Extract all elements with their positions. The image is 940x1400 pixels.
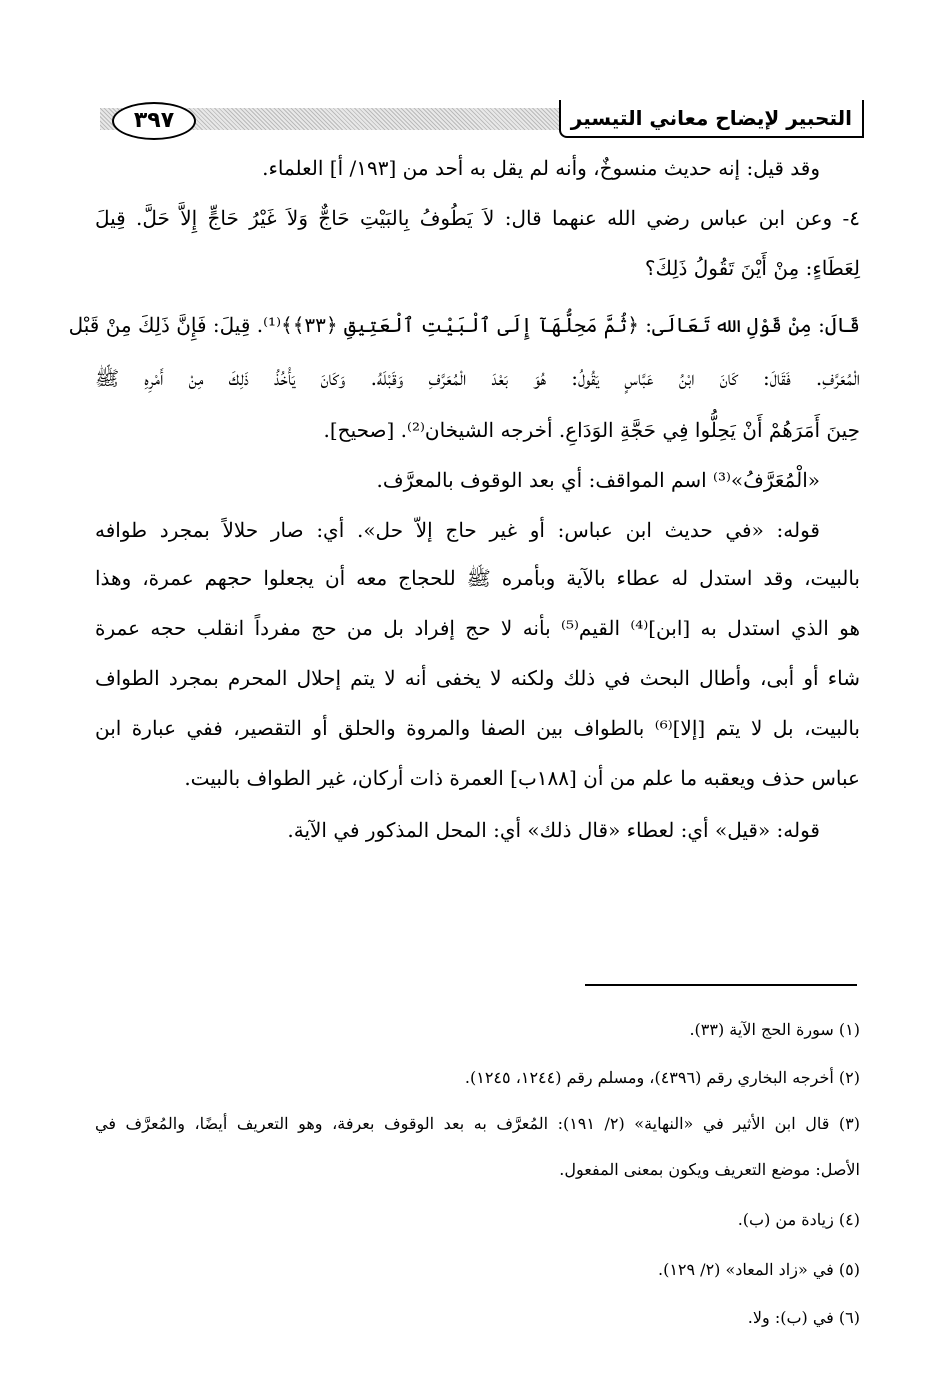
footnote: الأصل: موضع التعريف ويكون بمعنى المفعول. (559, 1160, 860, 1179)
body-line: بالبيت، وقد استدل له عطاء بالآية وبأمره ﷺ للحجاج معه أن يجعلوا حجهم عمرة، وهذا (95, 566, 860, 590)
body-line: قوله: «في حديث ابن عباس: أو غير حاج إلاّ حل». أي: صار حلالاً بمجرد طوافه (95, 518, 820, 542)
footnote: (٥) في «زاد المعاد» (٢/ ١٢٩). (657, 1260, 860, 1279)
footnote: (٤) زيادة من (ب). (737, 1210, 860, 1229)
footnote-separator (585, 984, 857, 986)
body-line: الْمُعَرَّفِ. فَقَالَ: كَانَ ابْنُ عَبَّاسٍ يَقُولُ: هُوَ بَعْدَ الْمُعَرَّفِ وَقَبْلَهُ. وَكَانَ يَأْخُذُ ذَلِكَ مِنْ أَمْرِهِ ﷺ (95, 366, 860, 390)
footnote: (٣) قال ابن الأثير في «النهاية» (٢/ ١٩١): المُعرَّف به بعد الوقوف بعرفة، وهو التعريف أيضًا، والمُعرَّف في (95, 1114, 860, 1133)
body-line: حِينَ أَمَرَهُمْ أَنْ يَحِلُّوا فِي حَجَّةِ الوَدَاعِ. أخرجه الشيخان⁽²⁾. [صحيح]. (323, 418, 860, 442)
body-line: لِعَطَاءٍ: مِنْ أَيْنَ تَقُولُ ذَلِكَ؟ (644, 256, 860, 280)
body-line: قَالَ: مِنْ قَوْلِ الله تَعَالَى: ﴿ثُمَّ مَحِلُّهَآ إِلَى ٱلْبَيْتِ ٱلْعَتِيقِ ﴿٣٣﴾﴾⁽¹⁾. قِيلَ: فَإِنَّ ذَلِكَ مِنْ قَبْل (68, 313, 860, 337)
book-title: التحبير لإيضاح معاني التيسير (559, 100, 864, 138)
footnote: (٦) في (ب): ولا. (747, 1308, 860, 1327)
body-line: «الْمُعَرَّفُ»⁽³⁾ اسم المواقف: أي بعد الوقوف بالمعرَّف. (376, 468, 820, 492)
body-line: شاء أو أبى، وأطال البحث في ذلك ولكنه لا يخفى أنه لا يتم إحلال المحرم بمجرد الطواف (95, 666, 860, 690)
body-line: ٤- وعن ابن عباس رضي الله عنهما قال: لاَ يَطُوفُ بِالبَيْتِ حَاجٌّ وَلاَ غَيْرُ حَاجٍّ إِلاَّ حَلَّ. قِيلَ (95, 206, 860, 230)
body-line: بالبيت، بل لا يتم [إلا]⁽⁶⁾ بالطواف بين الصفا والمروة والحلق أو التقصير، ففي عبارة ابن (95, 716, 860, 740)
running-header (100, 100, 864, 140)
footnote: (٢) أخرجه البخاري رقم (٤٣٩٦)، ومسلم رقم (١٢٤٤، ١٢٤٥). (464, 1068, 860, 1087)
body-line: عباس حذف ويعقبه ما علم من أن [١٨٨ب] العمرة ذات أركان، غير الطواف بالبيت. (184, 766, 860, 790)
footnote: (١) سورة الحج الآية (٣٣). (689, 1020, 860, 1039)
body-line: هو الذي استدل به [ابن]⁽⁴⁾ القيم⁽⁵⁾ بأنه لا حج إفراد بل من حج مفرداً انقلب حجه عمرة (95, 616, 860, 640)
body-line: وقد قيل: إنه حديث منسوخٌ، وأنه لم يقل به أحد من [١٩٣/ أ] العلماء. (262, 156, 820, 180)
page-number: ٣٩٧ (112, 102, 196, 140)
body-line: قوله: «قيل» أي: لعطاء «قال ذلك» أي: المحل المذكور في الآية. (287, 818, 820, 842)
